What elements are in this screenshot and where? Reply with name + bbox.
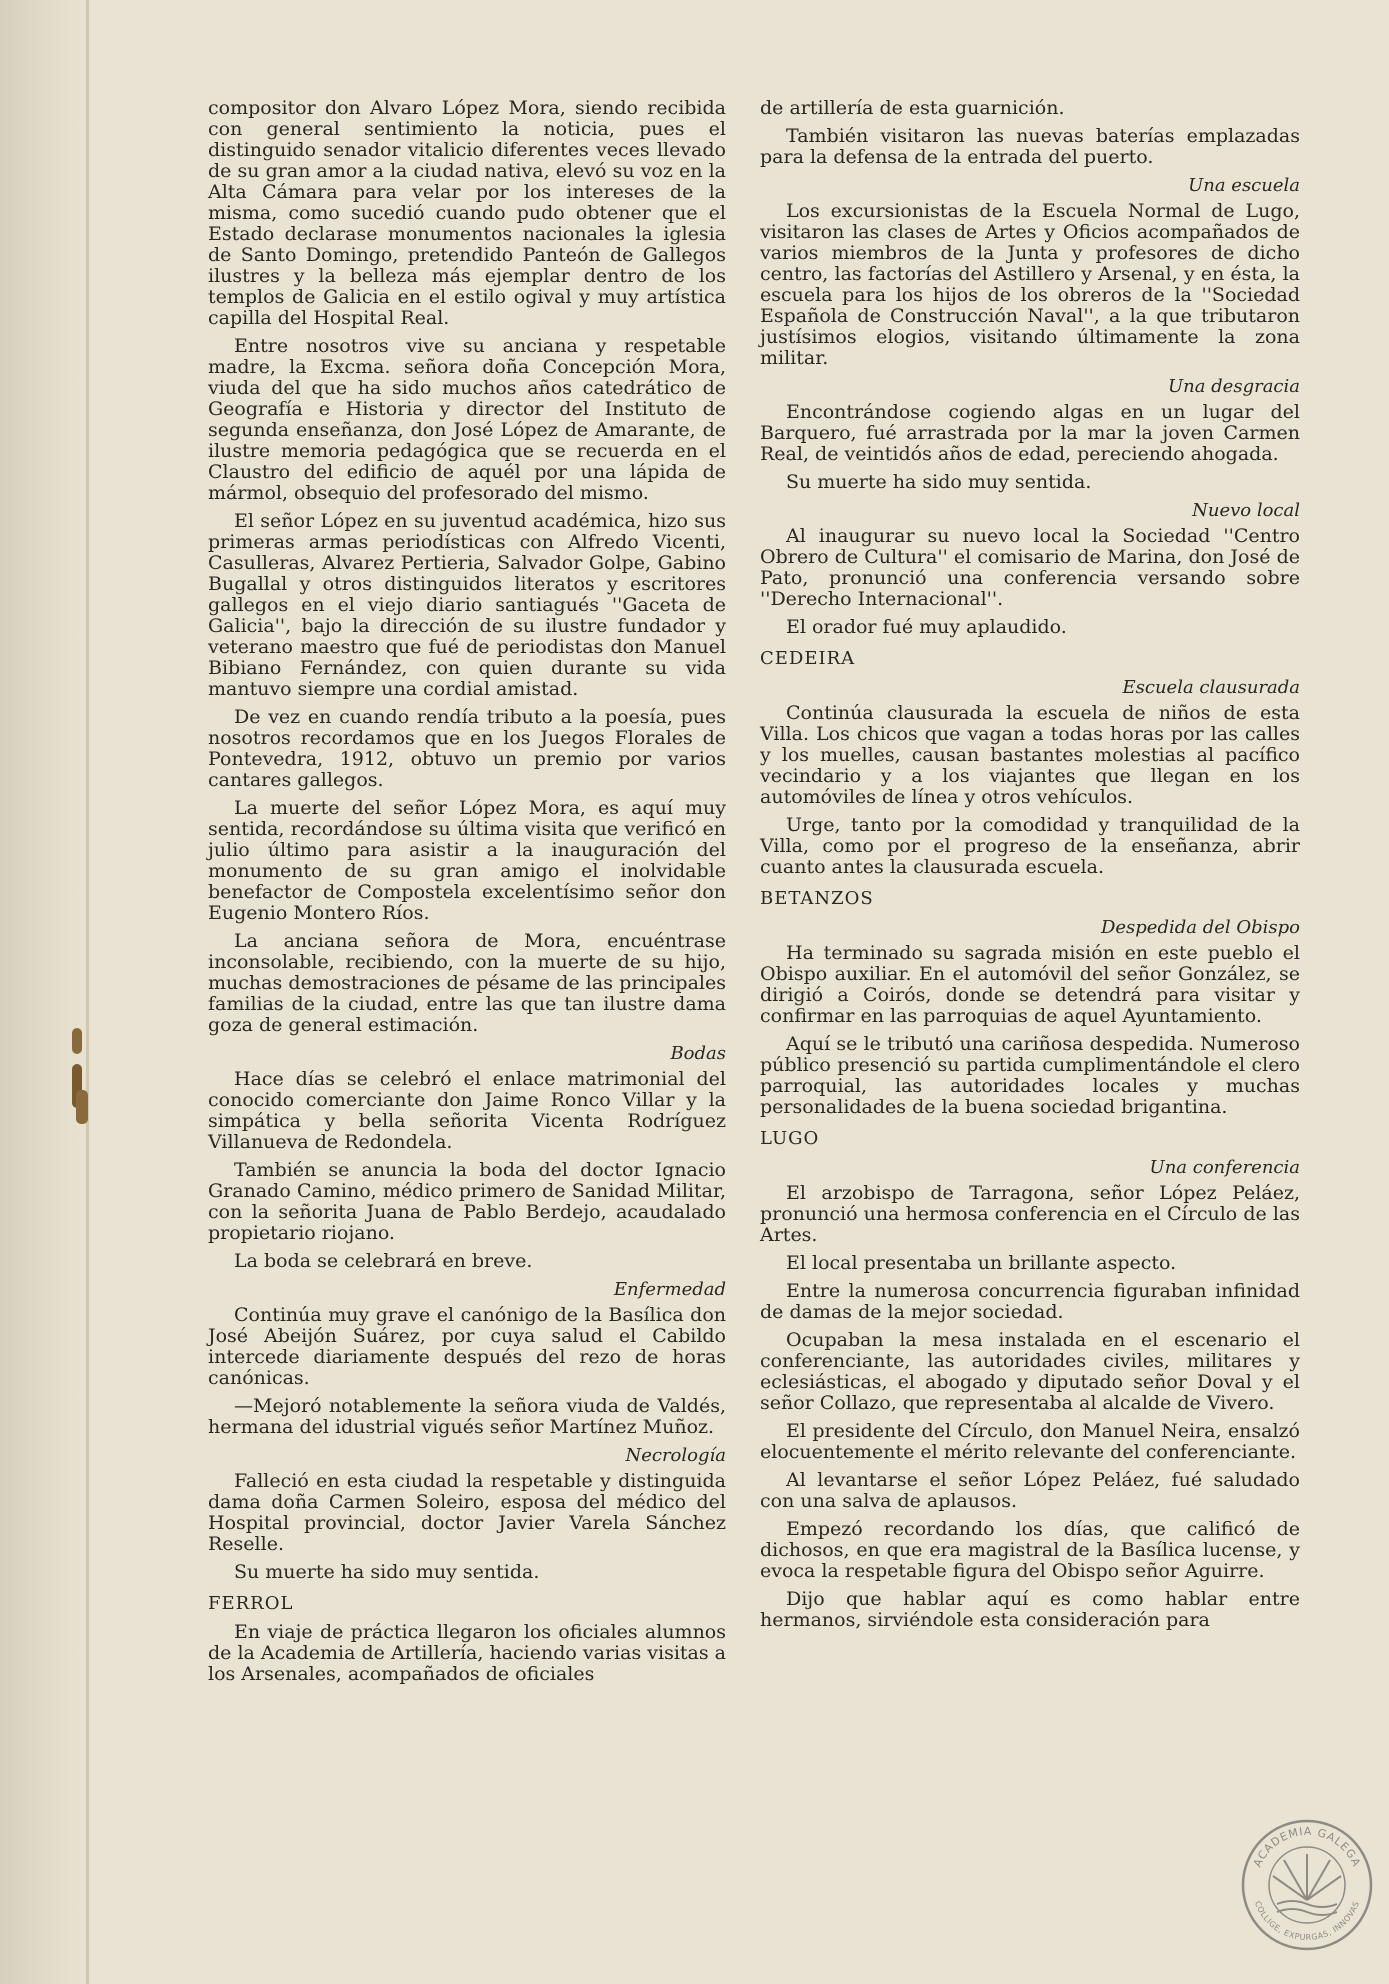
paragraph: —Mejoró notablemente la señora viuda de Valdés, hermana del idustrial vigués señor Martínez Muñoz. — [208, 1395, 726, 1438]
section-subheading: Una escuela — [1188, 175, 1300, 196]
sun-rays-icon — [1273, 1854, 1341, 1900]
paragraph: Su muerte ha sido muy sentida. — [786, 471, 1092, 493]
stamp-top-text: ACADEMIA GALEGA — [1250, 1824, 1364, 1870]
place-heading: LUGO — [760, 1128, 820, 1149]
paragraph: Su muerte ha sido muy sentida. — [234, 1561, 540, 1583]
paragraph: Ocupaban la mesa instalada en el escenario el conferenciante, las autoridades civiles, militares y eclesiásticas, el abogado y diputado señor Doval y el señor Collazo, que representaba al alcalde de Vivero. — [760, 1329, 1300, 1414]
paragraph: Entre nosotros vive su anciana y respetable madre, la Excma. señora doña Concepción Mora, viuda del que ha sido muchos años catedrático de Geografía e Historia y director del Instituto de segunda enseñanza, don José López de Amarante, de ilustre memoria pedagógica que se recuerda en el Claustro del edificio de aquél por una lápida de mármol, obsequio del profesorado del mismo. — [208, 335, 726, 504]
paragraph: De vez en cuando rendía tributo a la poesía, pues nosotros recordamos que en los Juegos Florales de Pontevedra, 1912, obtuvo un premio por varios cantares gallegos. — [208, 706, 726, 791]
place-heading: FERROL — [208, 1593, 294, 1614]
paragraph: El local presentaba un brillante aspecto. — [786, 1252, 1177, 1274]
paragraph: Urge, tanto por la comodidad y tranquilidad de la Villa, como por el progreso de la enseñanza, abrir cuanto antes la clausurada escuela. — [760, 814, 1300, 878]
paragraph: compositor don Alvaro López Mora, siendo recibida con general sentimiento la noticia, pues el distinguido senador vitalicio diferentes veces llevado de su gran amor a la ciudad nativa, elevó su voz en la Alta Cámara para velar por los intereses de la misma, como sucedió cuando pudo obtener que el Estado declarase monumentos nacionales la iglesia de Santo Domingo, pretendido Panteón de Gallegos ilustres y la belleza más ejemplar dentro de los templos de Galicia en el estilo ogival y muy artística capilla del Hospital Real. — [208, 97, 726, 329]
section-subheading: Necrología — [625, 1445, 726, 1466]
binding-stitch — [72, 1028, 82, 1054]
paragraph: Dijo que hablar aquí es como hablar entre hermanos, sirviéndole esta consideración para — [760, 1588, 1300, 1631]
place-heading: BETANZOS — [760, 888, 874, 909]
paragraph: Empezó recordando los días, que calificó de dichosos, en que era magistral de la Basílica lucense, y evoca la respetable figura del Obispo señor Aguirre. — [760, 1518, 1300, 1582]
paragraph: La muerte del señor López Mora, es aquí muy sentida, recordándose su última visita que verificó en julio último para asistir a la inauguración del monumento de su gran amigo el inolvidable benefactor de Compostela excelentísimo señor don Eugenio Montero Ríos. — [208, 797, 726, 924]
paragraph: El orador fué muy aplaudido. — [786, 616, 1067, 638]
paragraph: El presidente del Círculo, don Manuel Neira, ensalzó elocuentemente el mérito relevante del conferenciante. — [760, 1420, 1300, 1463]
section-subheading: Escuela clausurada — [1122, 677, 1300, 698]
wave-icon — [1277, 1901, 1337, 1907]
paragraph: Entre la numerosa concurrencia figuraban infinidad de damas de la mejor sociedad. — [760, 1280, 1300, 1323]
binding-gutter — [0, 0, 92, 1984]
page-fold — [86, 0, 89, 1984]
paragraph: Al levantarse el señor López Peláez, fué saludado con una salva de aplausos. — [760, 1469, 1300, 1512]
paragraph: Al inaugurar su nuevo local la Sociedad ''Centro Obrero de Cultura'' el comisario de Marina, don José de Pato, pronunció una conferencia versando sobre ''Derecho Internacional''. — [760, 525, 1300, 610]
place-heading: CEDEIRA — [760, 648, 856, 669]
paragraph: de artillería de esta guarnición. — [760, 97, 1065, 119]
paragraph: Ha terminado su sagrada misión en este pueblo el Obispo auxiliar. En el automóvil del señor González, se dirigió a Coirós, donde se detendrá para visitar y confirmar en las parroquias de aquel Ayuntamiento. — [760, 942, 1300, 1027]
section-subheading: Despedida del Obispo — [1100, 917, 1300, 938]
paragraph: La boda se celebrará en breve. — [234, 1250, 533, 1272]
paragraph: El arzobispo de Tarragona, señor López Peláez, pronunció una hermosa conferencia en el Círculo de las Artes. — [760, 1182, 1300, 1246]
section-subheading: Una desgracia — [1167, 376, 1300, 397]
paragraph: Continúa muy grave el canónigo de la Basílica don José Abeijón Suárez, por cuya salud el Cabildo intercede diariamente después del rezo de horas canónicas. — [208, 1304, 726, 1389]
section-subheading: Una conferencia — [1149, 1157, 1300, 1178]
paragraph: Hace días se celebró el enlace matrimonial del conocido comerciante don Jaime Ronco Villar y la simpática y bella señorita Vicenta Rodríguez Villanueva de Redondela. — [208, 1068, 726, 1153]
paragraph: Encontrándose cogiendo algas en un lugar del Barquero, fué arrastrada por la mar la joven Carmen Real, de veintidós años de edad, pereciendo ahogada. — [760, 401, 1300, 465]
section-subheading: Bodas — [670, 1043, 726, 1064]
paragraph: La anciana señora de Mora, encuéntrase inconsolable, recibiendo, con la muerte de su hijo, muchas demostraciones de pésame de las principales familias de la ciudad, entre las que tan ilustre dama goza de general estimación. — [208, 930, 726, 1036]
section-subheading: Nuevo local — [1192, 500, 1300, 521]
academia-galega-stamp — [1240, 1818, 1374, 1952]
paragraph: Aquí se le tributó una cariñosa despedida. Numeroso público presenció su partida cumplimentándole el clero parroquial, las autoridades locales y muchas personalidades de la buena sociedad brigantina. — [760, 1033, 1300, 1118]
left-column — [208, 98, 726, 1692]
section-subheading: Enfermedad — [613, 1279, 726, 1300]
paragraph: Continúa clausurada la escuela de niños de esta Villa. Los chicos que vagan a todas horas por las calles y los muelles, causan bastantes molestias al pacífico vecindario y a los viajantes que llegan en los automóviles de línea y otros vehículos. — [760, 702, 1300, 808]
paragraph: Falleció en esta ciudad la respetable y distinguida dama doña Carmen Soleiro, esposa del médico del Hospital provincial, doctor Javier Varela Sánchez Reselle. — [208, 1470, 726, 1555]
stamp-bottom-text: COLLIGE, EXPURGAS, INNOVAS — [1252, 1899, 1362, 1943]
binding-stitch — [76, 1090, 88, 1124]
paragraph: También se anuncia la boda del doctor Ignacio Granado Camino, médico primero de Sanidad Militar, con la señorita Juana de Pablo Berdejo, acaudalado propietario riojano. — [208, 1159, 726, 1244]
wave-icon — [1277, 1909, 1337, 1915]
right-column — [760, 98, 1300, 1638]
paragraph: También visitaron las nuevas baterías emplazadas para la defensa de la entrada del puerto. — [760, 125, 1300, 168]
paragraph: El señor López en su juventud académica, hizo sus primeras armas periodísticas con Alfredo Vicenti, Casulleras, Alvarez Pertieria, Salvador Golpe, Gabino Bugallal y otros distinguidos literatos y escritores gallegos en el viejo diario santiagués ''Gaceta de Galicia'', bajo la dirección de su ilustre fundador y veterano maestro que fué de periodistas don Manuel Bibiano Fernández, con quien durante su vida mantuvo siempre una cordial amistad. — [208, 510, 726, 700]
paragraph: Los excursionistas de la Escuela Normal de Lugo, visitaron las clases de Artes y Oficios acompañados de varios miembros de la Junta y profesores de dicho centro, las factorías del Astillero y Arsenal, y en ésta, la escuela para los hijos de los obreros de la ''Sociedad Española de Construcción Naval'', a la que tributaron justísimos elogios, visitando últimamente la zona militar. — [760, 200, 1300, 369]
paragraph: En viaje de práctica llegaron los oficiales alumnos de la Academia de Artillería, haciendo varias visitas a los Arsenales, acompañados de oficiales — [208, 1621, 726, 1685]
